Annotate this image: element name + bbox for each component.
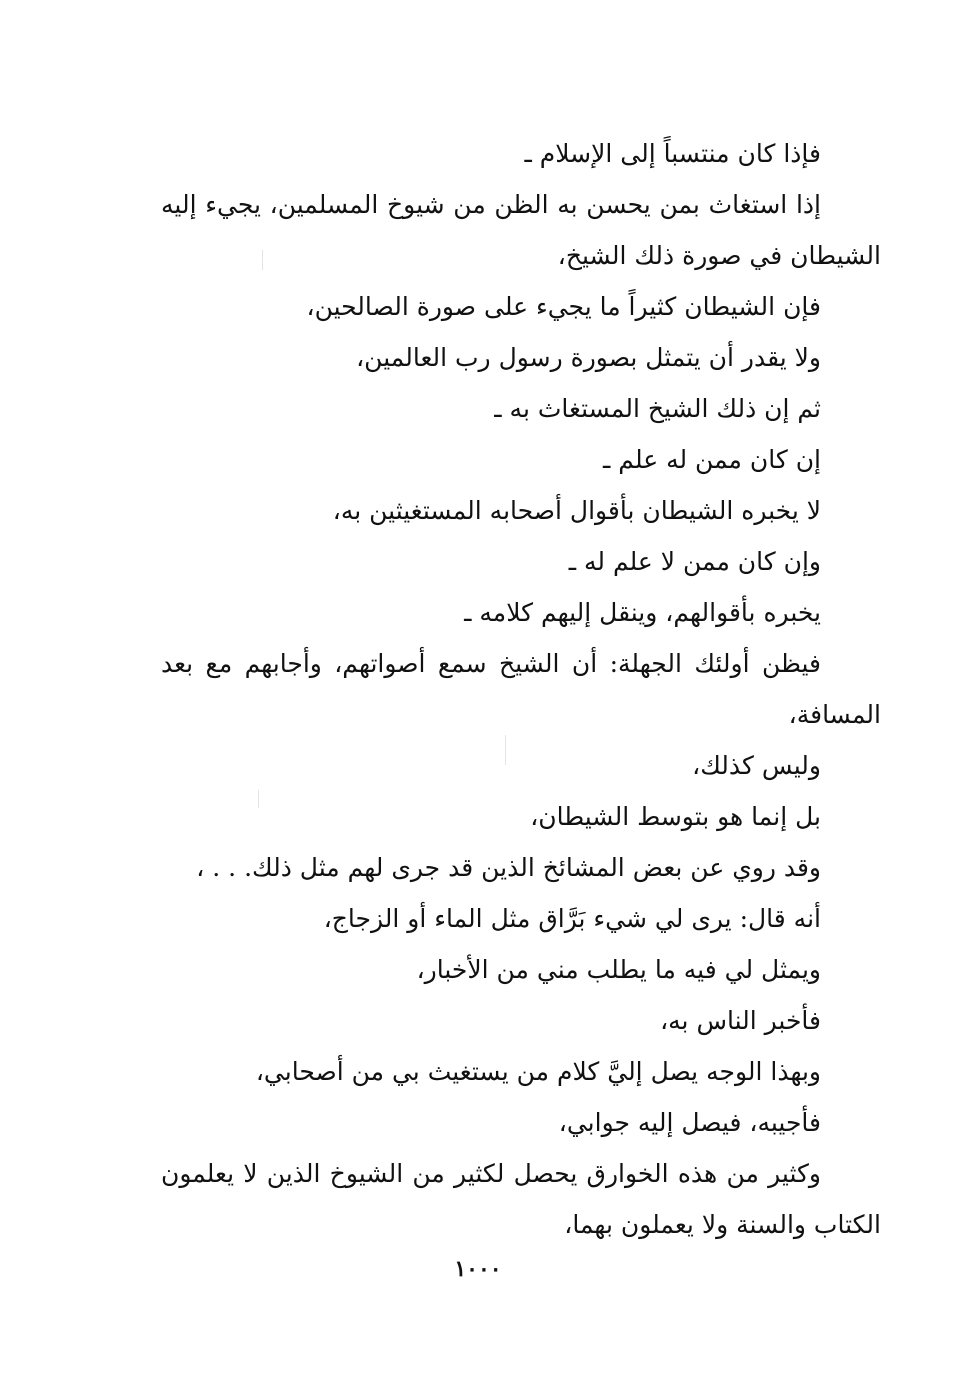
text-line: لا يخبره الشيطان بأقوال أصحابه المستغيثين به،	[332, 496, 821, 525]
text-line: المسافة،	[788, 700, 881, 729]
text-line: فأجيبه، فيصل إليه جوابي،	[558, 1108, 821, 1137]
text-line: الشيطان في صورة ذلك الشيخ،	[557, 241, 881, 270]
page-number: ١٠٠٠	[454, 1256, 502, 1282]
text-line: فإن الشيطان كثيراً ما يجيء على صورة الصالحين،	[306, 292, 821, 321]
text-line: وكثير من هذه الخوارق يحصل لكثير من الشيوخ الذين لا يعلمون	[161, 1159, 821, 1188]
text-line: ويمثل لي فيه ما يطلب مني من الأخبار،	[416, 955, 821, 984]
text-line: الكتاب والسنة ولا يعملون بهما،	[564, 1210, 881, 1239]
text-line: ثم إن ذلك الشيخ المستغاث به ـ	[494, 394, 821, 423]
body-text	[101, 128, 881, 1250]
text-line: وإن كان ممن لا علم له ـ	[568, 547, 821, 576]
text-line: أنه قال: يرى لي شيء بَرَّاق مثل الماء أو الزجاج،	[323, 904, 821, 933]
text-line: يخبره بأقوالهم، وينقل إليهم كلامه ـ	[464, 598, 821, 627]
text-line: فأخبر الناس به،	[660, 1006, 821, 1035]
text-line: بل إنما هو بتوسط الشيطان،	[530, 802, 821, 831]
text-line: وبهذا الوجه يصل إليَّ كلام من يستغيث بي من أصحابي،	[255, 1057, 821, 1086]
text-line: إذا استغاث بمن يحسن به الظن من شيوخ المسلمين، يجيء إليه	[161, 190, 821, 219]
text-line: فإذا كان منتسباً إلى الإسلام ـ	[524, 139, 821, 168]
text-line: ولا يقدر أن يتمثل بصورة رسول رب العالمين،	[356, 343, 821, 372]
text-line: فيظن أولئك الجهلة: أن الشيخ سمع أصواتهم، وأجابهم مع بعد	[161, 649, 821, 678]
text-line: وقد روي عن بعض المشائخ الذين قد جرى لهم مثل ذلك. . . ،	[196, 853, 821, 882]
text-line: وليس كذلك،	[692, 751, 821, 780]
text-line: إن كان ممن له علم ـ	[603, 445, 821, 474]
